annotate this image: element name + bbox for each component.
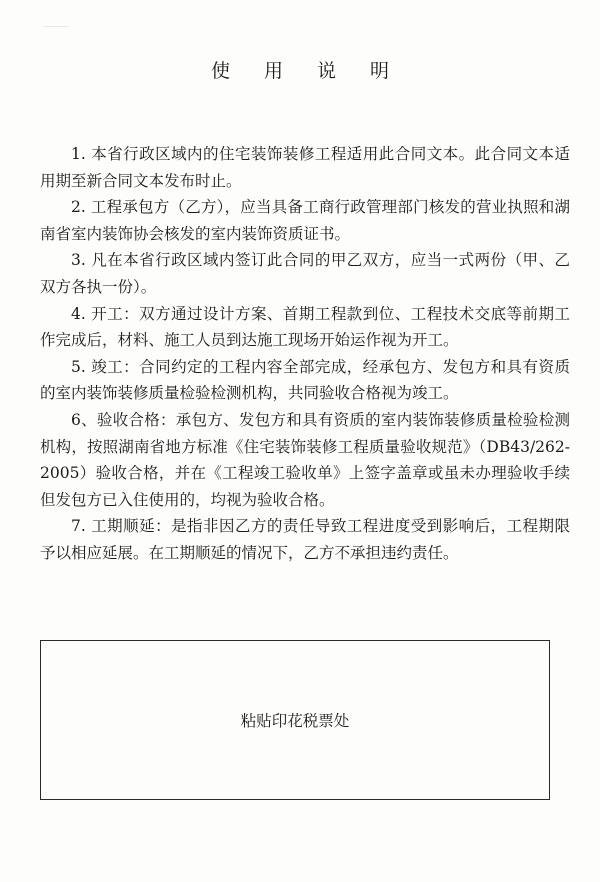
scan-mark — [44, 26, 68, 35]
instruction-paragraph-6: 6、验收合格：承包方、发包方和具有资质的室内装饰装修质量检验检测机构，按照湖南省地方标准《住宅装饰装修工程质量验收规范》（DB43/262-2005）验收合格，并在《工程竣工验收单》上签字盖章或虽未办理验收手续但发包方已入住使用的，均视为验收合格。 — [40, 410, 570, 509]
instruction-paragraph-3: 3. 凡在本省行政区域内签订此合同的甲乙双方，应当一式两份（甲、乙双方各执一份）。 — [40, 251, 570, 296]
instruction-paragraph-1: 1. 本省行政区域内的住宅装饰装修工程适用此合同文本。此合同文本适用期至新合同文本发布时止。 — [40, 145, 570, 190]
instruction-paragraph-5: 5. 竣工：合同约定的工程内容全部完成，经承包方、发包方和具有资质的室内装饰装修质量检验检测机构，共同验收合格视为竣工。 — [40, 357, 570, 403]
instruction-paragraph-4: 4. 开工：双方通过设计方案、首期工程款到位、工程技术交底等前期工作完成后，材料、施工人员到达施工现场开始运作视为开工。 — [40, 304, 570, 350]
tax-stamp-box — [40, 640, 550, 800]
instructions-body — [40, 141, 570, 567]
document-title: 使 用 说 明 — [210, 60, 404, 82]
instruction-paragraph-7: 7. 工期顺延：是指非因乙方的责任导致工程进度受到影响后，工程期限予以相应延展。在工期顺延的情况下，乙方不承担违约责任。 — [40, 517, 570, 562]
tax-stamp-label: 粘贴印花税票处 — [240, 712, 350, 730]
instruction-paragraph-2: 2. 工程承包方（乙方），应当具备工商行政管理部门核发的营业执照和湖南省室内装饰协会核发的室内装饰资质证书。 — [40, 198, 570, 243]
